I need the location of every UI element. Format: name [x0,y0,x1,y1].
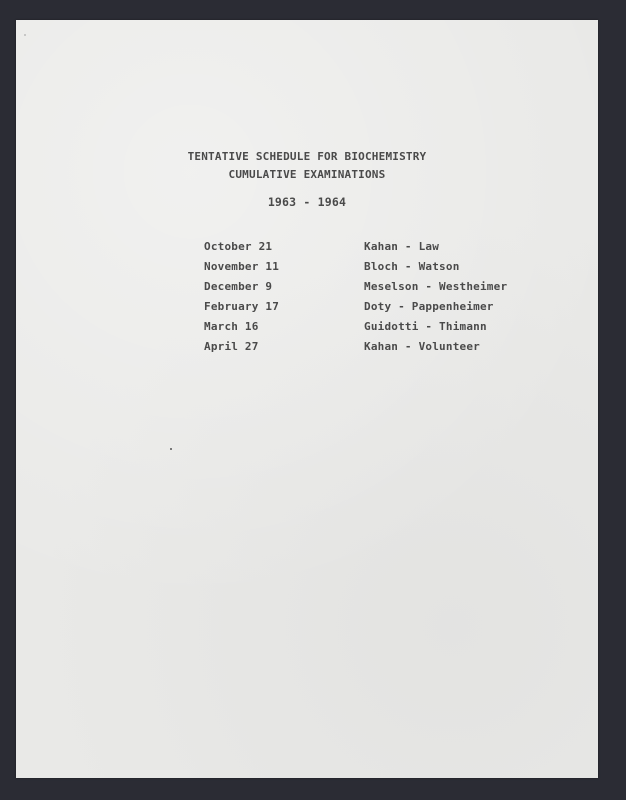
schedule-row [204,320,544,340]
schedule-row [204,260,544,280]
exam-examiners: Guidotti - Thimann [364,320,487,333]
schedule-row [204,280,544,300]
paper-speck [170,448,172,450]
document-title: TENTATIVE SCHEDULE FOR BIOCHEMISTRY [187,150,427,163]
exam-date: October 21 [204,240,273,253]
academic-year: 1963 - 1964 [267,195,347,209]
exam-examiners: Meselson - Westheimer [364,280,508,293]
exam-schedule-list [204,240,544,360]
exam-examiners: Doty - Pappenheimer [364,300,494,313]
exam-examiners: Kahan - Volunteer [364,340,480,353]
paper-sheet [16,20,598,778]
exam-date: April 27 [204,340,259,353]
exam-date: December 9 [204,280,273,293]
scan-speck [24,34,26,36]
document-subtitle: CUMULATIVE EXAMINATIONS [228,168,386,181]
schedule-row [204,240,544,260]
exam-date: February 17 [204,300,280,313]
schedule-row [204,340,544,360]
exam-examiners: Kahan - Law [364,240,440,253]
exam-date: March 16 [204,320,259,333]
exam-examiners: Bloch - Watson [364,260,460,273]
exam-date: November 11 [204,260,280,273]
schedule-row [204,300,544,320]
